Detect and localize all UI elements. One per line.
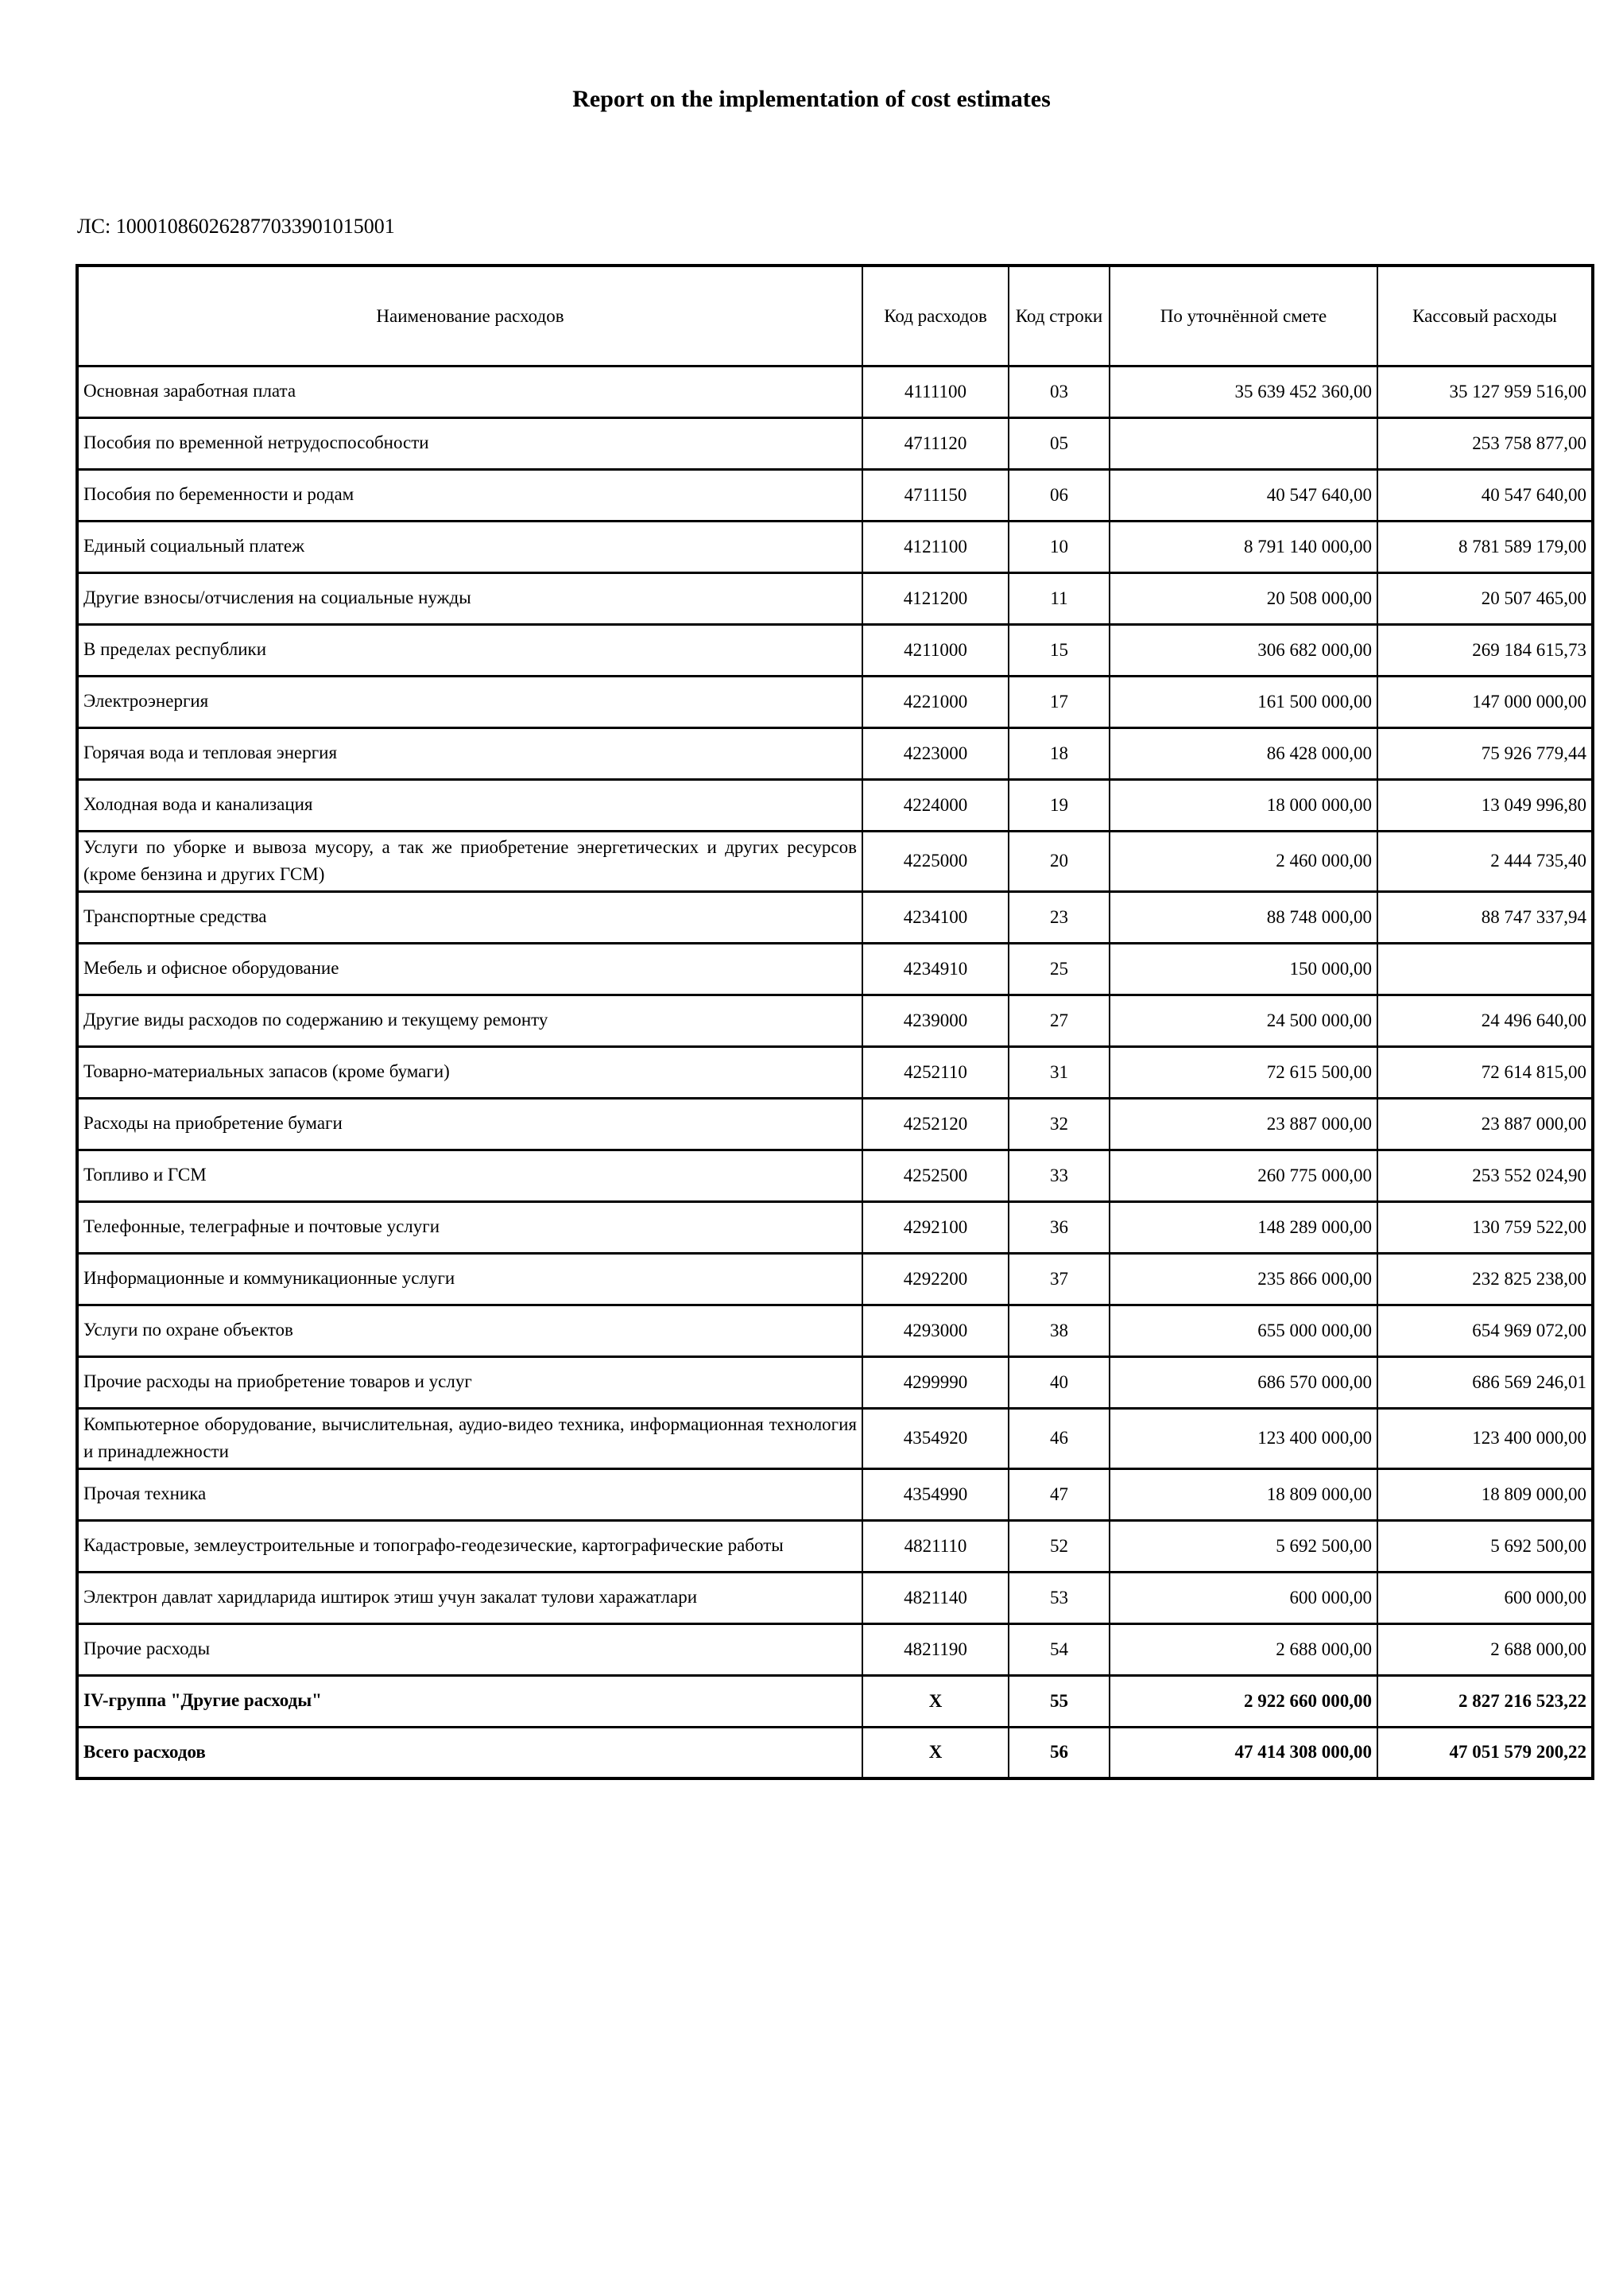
estimate-value-cell: 86 428 000,00 (1110, 727, 1377, 779)
line-code-cell: 33 (1009, 1150, 1110, 1201)
table-row (77, 572, 1593, 624)
table-row (77, 1727, 1593, 1778)
expense-code-cell: 4821110 (862, 1520, 1009, 1572)
expense-name-cell: Пособия по временной нетрудоспособности (77, 417, 862, 469)
expense-code-cell: X (862, 1675, 1009, 1727)
cash-value-cell: 232 825 238,00 (1377, 1253, 1593, 1305)
cash-value-cell: 75 926 779,44 (1377, 727, 1593, 779)
expense-code-cell: X (862, 1727, 1009, 1778)
cash-value-cell: 35 127 959 516,00 (1377, 366, 1593, 417)
cash-value-cell: 654 969 072,00 (1377, 1305, 1593, 1356)
table-row (77, 676, 1593, 727)
cash-value-cell: 686 569 246,01 (1377, 1356, 1593, 1408)
cash-value-cell: 2 827 216 523,22 (1377, 1675, 1593, 1727)
cash-value-cell: 20 507 465,00 (1377, 572, 1593, 624)
estimate-value-cell: 18 809 000,00 (1110, 1468, 1377, 1520)
expense-name-cell: Пособия по беременности и родам (77, 469, 862, 521)
estimate-value-cell: 20 508 000,00 (1110, 572, 1377, 624)
table-row (77, 1675, 1593, 1727)
estimate-value-cell: 161 500 000,00 (1110, 676, 1377, 727)
estimate-value-cell: 235 866 000,00 (1110, 1253, 1377, 1305)
line-code-cell: 15 (1009, 624, 1110, 676)
line-code-cell: 56 (1009, 1727, 1110, 1778)
table-row (77, 624, 1593, 676)
expense-name-cell: Транспортные средства (77, 891, 862, 943)
line-code-cell: 23 (1009, 891, 1110, 943)
line-code-cell: 20 (1009, 831, 1110, 891)
line-code-cell: 37 (1009, 1253, 1110, 1305)
expense-code-cell: 4234100 (862, 891, 1009, 943)
expense-name-cell: Горячая вода и тепловая энергия (77, 727, 862, 779)
expense-name-cell: В пределах республики (77, 624, 862, 676)
table-row (77, 521, 1593, 572)
expense-name-cell: Топливо и ГСМ (77, 1150, 862, 1201)
line-code-cell: 38 (1009, 1305, 1110, 1356)
expense-name-cell: Основная заработная плата (77, 366, 862, 417)
expense-code-cell: 4223000 (862, 727, 1009, 779)
cash-value-cell: 23 887 000,00 (1377, 1098, 1593, 1150)
cash-value-cell: 88 747 337,94 (1377, 891, 1593, 943)
line-code-cell: 46 (1009, 1408, 1110, 1468)
expense-name-cell: Электрон давлат харидларида иштирок этиш учун закалат тулови харажатлари (77, 1572, 862, 1623)
estimate-value-cell: 686 570 000,00 (1110, 1356, 1377, 1408)
expense-code-cell: 4121100 (862, 521, 1009, 572)
expense-name-cell: Услуги по охране объектов (77, 1305, 862, 1356)
estimate-value-cell (1110, 417, 1377, 469)
expense-code-cell: 4354990 (862, 1468, 1009, 1520)
account-number: ЛС: 100010860262877033901015001 (77, 215, 395, 238)
table-row (77, 1520, 1593, 1572)
cash-value-cell: 2 688 000,00 (1377, 1623, 1593, 1675)
expense-name-cell: Другие виды расходов по содержанию и текущему ремонту (77, 995, 862, 1046)
expense-code-cell: 4293000 (862, 1305, 1009, 1356)
cash-value-cell: 72 614 815,00 (1377, 1046, 1593, 1098)
cash-value-cell: 600 000,00 (1377, 1572, 1593, 1623)
expense-name-cell: Товарно-материальных запасов (кроме бумаги) (77, 1046, 862, 1098)
expense-code-cell: 4711150 (862, 469, 1009, 521)
estimate-value-cell: 72 615 500,00 (1110, 1046, 1377, 1098)
header-revised-estimate: По уточнённой смете (1110, 266, 1377, 366)
line-code-cell: 03 (1009, 366, 1110, 417)
line-code-cell: 55 (1009, 1675, 1110, 1727)
estimate-value-cell: 600 000,00 (1110, 1572, 1377, 1623)
expense-code-cell: 4239000 (862, 995, 1009, 1046)
cash-value-cell: 269 184 615,73 (1377, 624, 1593, 676)
table-row (77, 831, 1593, 891)
line-code-cell: 32 (1009, 1098, 1110, 1150)
expense-name-cell: Другие взносы/отчисления на социальные нужды (77, 572, 862, 624)
expense-code-cell: 4225000 (862, 831, 1009, 891)
expense-code-cell: 4299990 (862, 1356, 1009, 1408)
expense-code-cell: 4252500 (862, 1150, 1009, 1201)
cash-value-cell: 130 759 522,00 (1377, 1201, 1593, 1253)
table-row (77, 1253, 1593, 1305)
cash-value-cell: 2 444 735,40 (1377, 831, 1593, 891)
line-code-cell: 52 (1009, 1520, 1110, 1572)
cash-value-cell: 147 000 000,00 (1377, 676, 1593, 727)
cash-value-cell: 123 400 000,00 (1377, 1408, 1593, 1468)
expense-name-cell: Услуги по уборке и вывоза мусору, а так же приобретение энергетических и других ресурсов (кроме бензина и других ГСМ) (77, 831, 862, 891)
table-header-row (77, 266, 1593, 366)
estimate-value-cell: 655 000 000,00 (1110, 1305, 1377, 1356)
expense-code-cell: 4221000 (862, 676, 1009, 727)
expense-name-cell: Расходы на приобретение бумаги (77, 1098, 862, 1150)
estimate-value-cell: 40 547 640,00 (1110, 469, 1377, 521)
expense-code-cell: 4111100 (862, 366, 1009, 417)
estimate-value-cell: 148 289 000,00 (1110, 1201, 1377, 1253)
line-code-cell: 31 (1009, 1046, 1110, 1098)
estimate-value-cell: 150 000,00 (1110, 943, 1377, 995)
table-row (77, 1201, 1593, 1253)
expense-name-cell: IV-группа "Другие расходы" (77, 1675, 862, 1727)
line-code-cell: 05 (1009, 417, 1110, 469)
expense-name-cell: Телефонные, телеграфные и почтовые услуги (77, 1201, 862, 1253)
line-code-cell: 40 (1009, 1356, 1110, 1408)
cash-value-cell: 13 049 996,80 (1377, 779, 1593, 831)
header-line-code: Код строки (1009, 266, 1110, 366)
cash-value-cell: 253 758 877,00 (1377, 417, 1593, 469)
line-code-cell: 17 (1009, 676, 1110, 727)
expense-code-cell: 4234910 (862, 943, 1009, 995)
expense-name-cell: Холодная вода и канализация (77, 779, 862, 831)
estimate-value-cell: 47 414 308 000,00 (1110, 1727, 1377, 1778)
page-title: Report on the implementation of cost estimates (572, 86, 1051, 112)
estimate-value-cell: 2 460 000,00 (1110, 831, 1377, 891)
header-cash-expenses: Кассовый расходы (1377, 266, 1593, 366)
expense-code-cell: 4292200 (862, 1253, 1009, 1305)
cash-value-cell: 47 051 579 200,22 (1377, 1727, 1593, 1778)
estimate-value-cell: 18 000 000,00 (1110, 779, 1377, 831)
expense-code-cell: 4252110 (862, 1046, 1009, 1098)
expense-name-cell: Электроэнергия (77, 676, 862, 727)
estimate-value-cell: 260 775 000,00 (1110, 1150, 1377, 1201)
table-row (77, 1572, 1593, 1623)
line-code-cell: 53 (1009, 1572, 1110, 1623)
cash-value-cell: 253 552 024,90 (1377, 1150, 1593, 1201)
line-code-cell: 27 (1009, 995, 1110, 1046)
table-row (77, 1305, 1593, 1356)
table-row (77, 1408, 1593, 1468)
expense-table-body (77, 366, 1593, 1778)
expense-name-cell: Прочие расходы на приобретение товаров и услуг (77, 1356, 862, 1408)
line-code-cell: 10 (1009, 521, 1110, 572)
expense-code-cell: 4821190 (862, 1623, 1009, 1675)
expense-code-cell: 4121200 (862, 572, 1009, 624)
expense-name-cell: Мебель и офисное оборудование (77, 943, 862, 995)
table-row (77, 943, 1593, 995)
expense-name-cell: Информационные и коммуникационные услуги (77, 1253, 862, 1305)
line-code-cell: 25 (1009, 943, 1110, 995)
line-code-cell: 36 (1009, 1201, 1110, 1253)
estimate-value-cell: 35 639 452 360,00 (1110, 366, 1377, 417)
table-row (77, 995, 1593, 1046)
expense-code-cell: 4711120 (862, 417, 1009, 469)
cash-value-cell: 40 547 640,00 (1377, 469, 1593, 521)
estimate-value-cell: 88 748 000,00 (1110, 891, 1377, 943)
estimate-value-cell: 24 500 000,00 (1110, 995, 1377, 1046)
table-row (77, 727, 1593, 779)
expense-name-cell: Прочие расходы (77, 1623, 862, 1675)
line-code-cell: 47 (1009, 1468, 1110, 1520)
table-row (77, 469, 1593, 521)
estimate-value-cell: 23 887 000,00 (1110, 1098, 1377, 1150)
table-row (77, 779, 1593, 831)
cash-value-cell (1377, 943, 1593, 995)
table-row (77, 1623, 1593, 1675)
expense-code-cell: 4821140 (862, 1572, 1009, 1623)
expense-code-cell: 4354920 (862, 1408, 1009, 1468)
estimate-value-cell: 2 922 660 000,00 (1110, 1675, 1377, 1727)
estimate-value-cell: 306 682 000,00 (1110, 624, 1377, 676)
estimate-value-cell: 2 688 000,00 (1110, 1623, 1377, 1675)
estimate-value-cell: 123 400 000,00 (1110, 1408, 1377, 1468)
header-expense-name: Наименование расходов (77, 266, 862, 366)
table-row (77, 1046, 1593, 1098)
header-expense-code: Код расходов (862, 266, 1009, 366)
table-row (77, 1468, 1593, 1520)
expense-code-cell: 4224000 (862, 779, 1009, 831)
expense-name-cell: Компьютерное оборудование, вычислительная, аудио-видео техника, информационная технология и принадлежности (77, 1408, 862, 1468)
expense-code-cell: 4211000 (862, 624, 1009, 676)
expense-name-cell: Единый социальный платеж (77, 521, 862, 572)
table-row (77, 891, 1593, 943)
table-row (77, 366, 1593, 417)
expense-table (76, 264, 1594, 1780)
line-code-cell: 54 (1009, 1623, 1110, 1675)
cash-value-cell: 24 496 640,00 (1377, 995, 1593, 1046)
line-code-cell: 06 (1009, 469, 1110, 521)
table-row (77, 1098, 1593, 1150)
table-row (77, 417, 1593, 469)
estimate-value-cell: 5 692 500,00 (1110, 1520, 1377, 1572)
cash-value-cell: 8 781 589 179,00 (1377, 521, 1593, 572)
expense-name-cell: Всего расходов (77, 1727, 862, 1778)
table-row (77, 1356, 1593, 1408)
line-code-cell: 11 (1009, 572, 1110, 624)
expense-code-cell: 4292100 (862, 1201, 1009, 1253)
expense-code-cell: 4252120 (862, 1098, 1009, 1150)
estimate-value-cell: 8 791 140 000,00 (1110, 521, 1377, 572)
line-code-cell: 19 (1009, 779, 1110, 831)
cash-value-cell: 5 692 500,00 (1377, 1520, 1593, 1572)
expense-name-cell: Кадастровые, землеустроительные и топографо-геодезические, картографические работы (77, 1520, 862, 1572)
table-row (77, 1150, 1593, 1201)
expense-name-cell: Прочая техника (77, 1468, 862, 1520)
line-code-cell: 18 (1009, 727, 1110, 779)
cash-value-cell: 18 809 000,00 (1377, 1468, 1593, 1520)
